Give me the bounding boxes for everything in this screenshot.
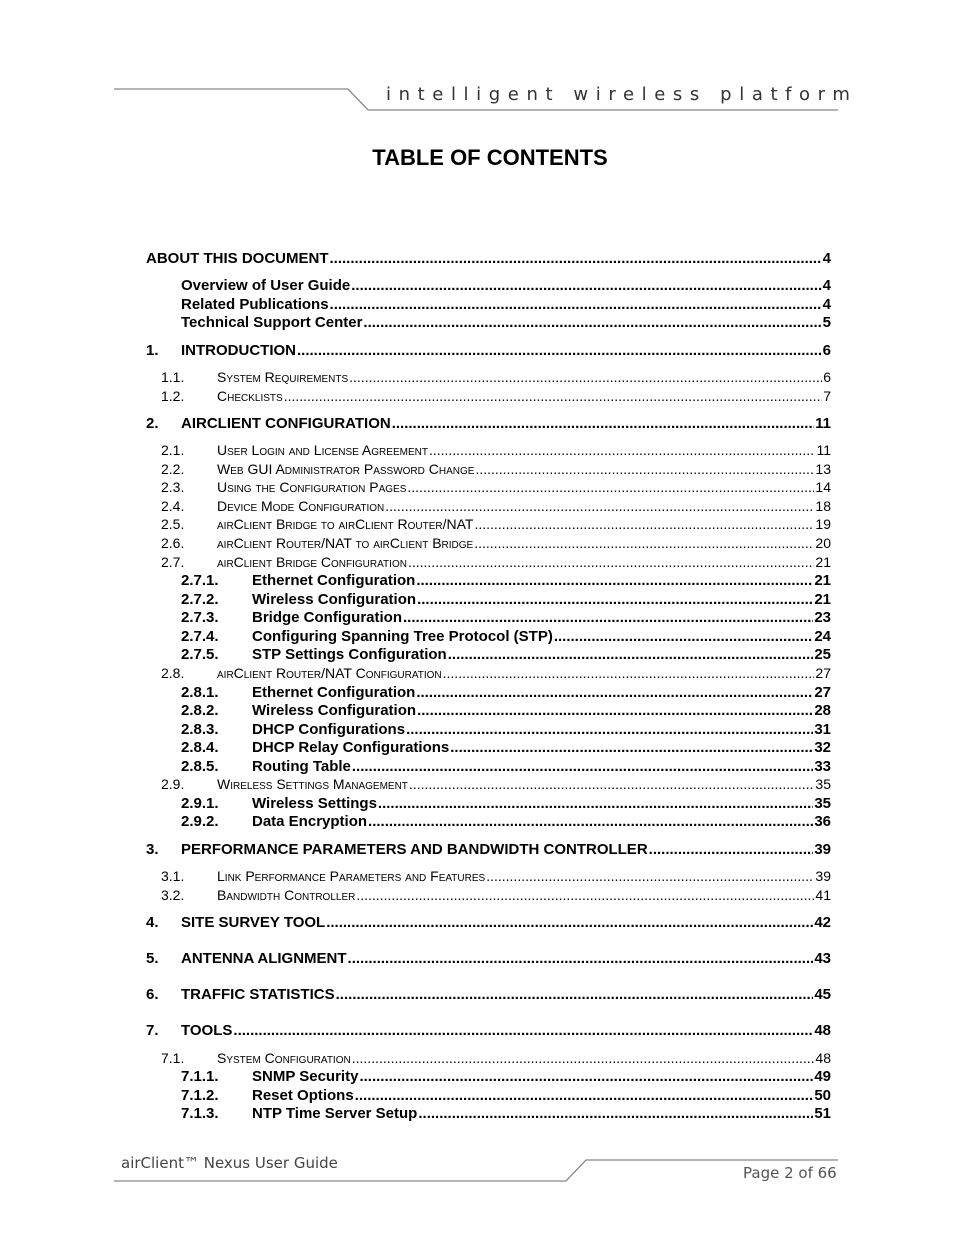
toc-entry-title: Web GUI Administrator Password Change [217,461,475,477]
toc-entry-title: Wireless Settings [252,795,377,812]
toc-entry-title: System Configuration [217,1050,351,1066]
toc-entry-title: ANTENNA ALIGNMENT [181,950,347,967]
toc-entry[interactable] [161,1050,831,1066]
toc-entry-number: 2.7.2. [181,591,219,608]
toc-entry-page: 36 [814,813,831,830]
toc-entry-title: airClient Bridge Configuration [217,554,407,570]
toc-dot-leader [474,516,814,532]
toc-entry-number: 7.1.2. [181,1087,219,1104]
toc-dot-leader [448,646,814,663]
toc-entry-number: 6. [146,986,159,1003]
toc-entry-number: 2.7.4. [181,628,219,645]
toc-entry-title: Bridge Configuration [252,609,402,626]
toc-entry-number: 2.3. [161,479,185,495]
toc-entry-page: 35 [815,776,831,792]
toc-entry-number: 2.5. [161,516,185,532]
toc-entry-title: Routing Table [252,758,351,775]
toc-entry[interactable] [181,609,831,626]
toc-entry-page: 13 [815,461,831,477]
toc-entry-page: 21 [814,591,831,608]
toc-entry-title: TRAFFIC STATISTICS [181,986,335,1003]
toc-dot-leader [429,442,816,458]
toc-entry-title: Wireless Configuration [252,591,417,608]
toc-entry-page: 20 [815,535,831,551]
toc-entry-title: Ethernet Configuration [252,684,416,701]
toc-entry-page: 48 [814,1022,831,1039]
toc-dot-leader [416,572,813,589]
toc-dot-leader [649,841,814,858]
toc-entry[interactable] [146,342,831,359]
toc-dot-leader [385,498,814,514]
toc-entry-number: 7. [146,1022,159,1039]
toc-entry[interactable] [161,516,831,532]
toc-entry-page: 19 [815,516,831,532]
toc-entry[interactable] [181,813,831,830]
toc-entry-title: NTP Time Server Setup [252,1105,418,1122]
toc-dot-leader [407,479,814,495]
toc-dot-leader [352,758,813,775]
toc-dot-leader [297,342,822,359]
toc-entry[interactable] [181,277,831,294]
header-tagline: intelligent wireless platform [386,84,858,105]
toc-dot-leader [474,535,814,551]
toc-entry-title: PERFORMANCE PARAMETERS AND BANDWIDTH CONTROLLER [181,841,648,858]
toc-entry-title: Configuring Spanning Tree Protocol (STP) [252,628,553,645]
toc-entry-page: 27 [815,665,831,681]
toc-entry-number: 3.2. [161,887,185,903]
toc-entry-page: 51 [814,1105,831,1122]
toc-entry-page: 6 [823,369,831,385]
toc-dot-leader [336,986,814,1003]
toc-entry-title: System Requirements [217,369,349,385]
toc-entry-page: 31 [814,721,831,738]
toc-entry-title: Link Performance Parameters and Features [217,868,486,884]
toc-dot-leader [392,415,814,432]
toc-entry-page: 27 [814,684,831,701]
toc-dot-leader [351,277,821,294]
toc-dot-leader [443,665,815,681]
toc-entry-page: 4 [822,250,831,267]
toc-entry-number: 7.1.1. [181,1068,219,1085]
toc-entry-page: 25 [814,646,831,663]
toc-entry-title: INTRODUCTION [181,342,296,359]
toc-entry-number: 2.7.5. [181,646,219,663]
toc-entry-number: 4. [146,914,159,931]
toc-entry-title: TOOLS [181,1022,233,1039]
toc-entry-number: 5. [146,950,159,967]
toc-dot-leader [486,868,814,884]
toc-entry-title: User Login and License Agreement [217,442,428,458]
toc-entry-page: 21 [814,572,831,589]
toc-dot-leader [368,813,813,830]
toc-entry-page: 39 [814,841,831,858]
toc-entry-title: ABOUT THIS DOCUMENT [146,250,329,267]
toc-entry[interactable] [181,758,831,775]
toc-entry-title: Checklists [217,388,283,404]
toc-entry-page: 21 [815,554,831,570]
toc-entry-number: 2.9.2. [181,813,219,830]
toc-entry[interactable] [161,479,831,495]
toc-entry[interactable] [181,739,831,756]
toc-dot-leader [348,950,814,967]
toc-entry-page: 4 [822,296,831,313]
toc-entry-number: 2.7.1. [181,572,219,589]
toc-entry-number: 2.9. [161,776,185,792]
toc-entry-number: 2.8. [161,665,185,681]
toc-entry[interactable] [181,591,831,608]
toc-entry-title: airClient Bridge to airClient Router/NAT [217,516,474,532]
toc-entry-number: 1. [146,342,159,359]
toc-dot-leader [330,250,822,267]
toc-entry-number: 1.1. [161,369,185,385]
toc-entry-title: Related Publications [181,296,329,313]
toc-entry[interactable] [181,684,831,701]
footer-document-name: airClient™ Nexus User Guide [121,1154,338,1172]
toc-dot-leader [363,314,821,331]
toc-entry[interactable] [161,498,831,514]
toc-dot-leader [418,1105,813,1122]
toc-entry-title: Bandwidth Controller [217,887,356,903]
toc-entry-title: Reset Options [252,1087,354,1104]
toc-dot-leader [554,628,813,645]
toc-entry-title: Wireless Configuration [252,702,417,719]
toc-entry[interactable] [181,572,831,589]
footer-page-number: Page 2 of 66 [743,1164,837,1182]
toc-entry[interactable] [181,702,831,719]
toc-entry[interactable] [181,1068,831,1085]
toc-entry-title: AIRCLIENT CONFIGURATION [181,415,391,432]
toc-entry-number: 2.8.2. [181,702,219,719]
toc-entry-number: 2.8.1. [181,684,219,701]
toc-entry-page: 35 [814,795,831,812]
toc-dot-leader [326,914,813,931]
toc-dot-leader [417,591,813,608]
toc-entry[interactable] [181,296,831,313]
toc-entry-number: 2.8.3. [181,721,219,738]
toc-entry[interactable] [161,369,831,385]
toc-entry-page: 18 [815,498,831,514]
toc-entry-title: Overview of User Guide [181,277,351,294]
toc-entry[interactable] [181,721,831,738]
toc-entry-number: 2.1. [161,442,185,458]
toc-entry-title: Device Mode Configuration [217,498,385,514]
toc-entry-page: 4 [822,277,831,294]
toc-entry-page: 39 [815,868,831,884]
toc-dot-leader [475,461,814,477]
toc-dot-leader [352,1050,815,1066]
toc-dot-leader [450,739,813,756]
toc-entry-page: 41 [815,887,831,903]
toc-entry-number: 2.2. [161,461,185,477]
toc-entry-number: 2.8.4. [181,739,219,756]
toc-entry-page: 33 [814,758,831,775]
toc-entry[interactable] [181,314,831,331]
toc-entry[interactable] [146,841,831,858]
toc-entry-page: 24 [814,628,831,645]
toc-entry-page: 42 [814,914,831,931]
toc-dot-leader [408,554,814,570]
toc-entry[interactable] [161,461,831,477]
toc-entry-number: 2.6. [161,535,185,551]
toc-entry-title: Using the Configuration Pages [217,479,407,495]
toc-entry-number: 2.7.3. [181,609,219,626]
toc-entry-title: DHCP Configurations [252,721,406,738]
toc-entry-number: 3. [146,841,159,858]
toc-entry[interactable] [146,986,831,1003]
toc-entry-page: 23 [814,609,831,626]
toc-dot-leader [233,1022,813,1039]
toc-entry-title: airClient Router/NAT Configuration [217,665,442,681]
toc-entry-page: 49 [814,1068,831,1085]
toc-entry-number: 1.2. [161,388,185,404]
toc-dot-leader [356,887,814,903]
toc-entry[interactable] [181,646,831,663]
toc-dot-leader [406,721,813,738]
toc-entry-title: airClient Router/NAT to airClient Bridge [217,535,474,551]
toc-entry[interactable] [161,776,831,792]
toc-entry[interactable] [181,1087,831,1104]
toc-dot-leader [378,795,813,812]
toc-entry-number: 2.4. [161,498,185,514]
toc-entry-page: 5 [822,314,831,331]
toc-entry[interactable] [161,554,831,570]
toc-entry-page: 48 [815,1050,831,1066]
toc-entry-page: 32 [814,739,831,756]
toc-dot-leader [349,369,822,385]
toc-entry-title: SNMP Security [252,1068,359,1085]
toc-entry-number: 7.1. [161,1050,185,1066]
toc-entry-page: 11 [816,442,831,458]
toc-entry-title: Technical Support Center [181,314,363,331]
toc-entry-number: 3.1. [161,868,185,884]
toc-entry[interactable] [146,950,831,967]
toc-entry-number: 2.8.5. [181,758,219,775]
toc-dot-leader [330,296,822,313]
toc-entry[interactable] [146,914,831,931]
toc-entry[interactable] [181,795,831,812]
page-title: TABLE OF CONTENTS [372,145,608,170]
toc-dot-leader [416,684,813,701]
toc-entry-title: DHCP Relay Configurations [252,739,450,756]
toc-entry-title: STP Settings Configuration [252,646,447,663]
toc-entry[interactable] [161,442,831,458]
toc-entry-number: 7.1.3. [181,1105,219,1122]
toc-dot-leader [359,1068,813,1085]
toc-dot-leader [409,776,815,792]
toc-entry-page: 11 [815,415,831,432]
toc-entry-number: 2. [146,415,159,432]
toc-entry[interactable] [161,887,831,903]
toc-entry-page: 43 [814,950,831,967]
toc-entry-title: SITE SURVEY TOOL [181,914,326,931]
toc-entry[interactable] [181,1105,831,1122]
toc-entry[interactable] [161,868,831,884]
toc-entry[interactable] [181,628,831,645]
toc-entry[interactable] [146,415,831,432]
toc-entry-number: 2.9.1. [181,795,219,812]
toc-entry[interactable] [161,665,831,681]
toc-entry-page: 50 [814,1087,831,1104]
toc-entry-page: 28 [814,702,831,719]
toc-entry-number: 2.7. [161,554,185,570]
toc-entry-page: 7 [823,388,831,404]
toc-entry-title: Wireless Settings Management [217,776,408,792]
toc-dot-leader [417,702,813,719]
toc-entry-page: 14 [815,479,831,495]
toc-entry[interactable] [146,1022,831,1039]
toc-entry[interactable] [146,250,831,267]
toc-entry[interactable] [161,388,831,404]
toc-dot-leader [355,1087,814,1104]
toc-entry-page: 6 [822,342,831,359]
toc-entry[interactable] [161,535,831,551]
toc-entry-page: 45 [814,986,831,1003]
toc-dot-leader [403,609,813,626]
toc-dot-leader [284,388,823,404]
toc-entry-title: Data Encryption [252,813,368,830]
toc-entry-title: Ethernet Configuration [252,572,416,589]
